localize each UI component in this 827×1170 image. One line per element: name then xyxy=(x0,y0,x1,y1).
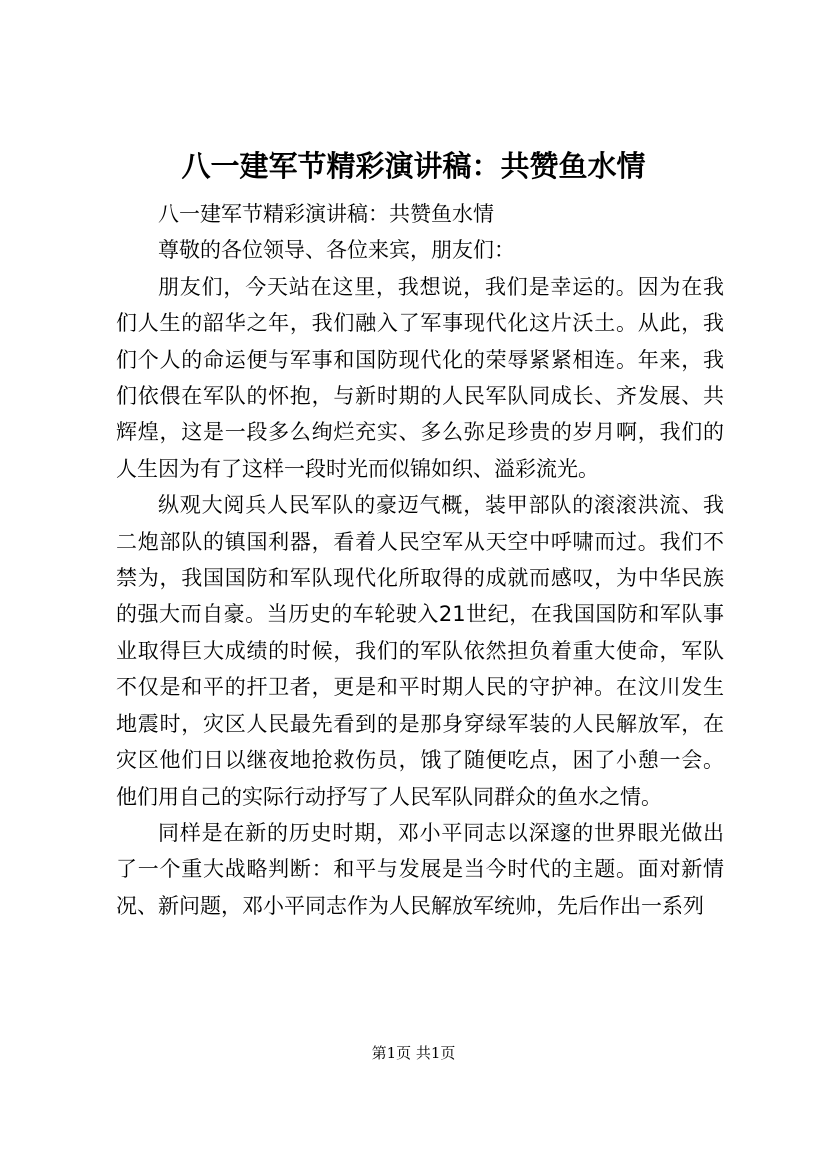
body-paragraph: 纵观大阅兵人民军队的豪迈气概，装甲部队的滚滚洪流、我二炮部队的镇国利器，看着人民空军从天空中呼啸而过。我们不禁为，我国国防和军队现代化所取得的成就而感叹，为中华民族的强大而自豪。当历史的车轮驶入21世纪，在我国国防和军队事业取得巨大成绩的时候，我们的军队依然担负着重大使命，军队不仅是和平的扞卫者，更是和平时期人民的守护神。在汶川发生地震时，灾区人民最先看到的是那身穿绿军装的人民解放军，在灾区他们日以继夜地抢救伤员，饿了随便吃点，困了小憩一会。他们用自己的实际行动抒写了人民军队同群众的鱼水之情。 xyxy=(116,493,724,809)
document-body xyxy=(116,196,724,924)
document-title: 八一建军节精彩演讲稿：共赞鱼水情 xyxy=(181,149,646,183)
body-paragraph: 八一建军节精彩演讲稿：共赞鱼水情 xyxy=(158,202,494,226)
body-paragraph: 朋友们，今天站在这里，我想说，我们是幸运的。因为在我们人生的韶华之年，我们融入了军事现代化这片沃土。从此，我们个人的命运便与军事和国防现代化的荣辱紧紧相连。年来，我们依偎在军队的怀抱，与新时期的人民军队同成长、齐发展、共辉煌，这是一段多么绚烂充实、多么弥足珍贵的岁月啊，我们的人生因为有了这样一段时光而似锦如织、溢彩流光。 xyxy=(116,274,724,481)
body-paragraph: 尊敬的各位领导、各位来宾，朋友们： xyxy=(158,238,515,263)
page-footer: 第1页 共1页 xyxy=(371,1044,456,1062)
body-paragraph: 同样是在新的历史时期，邓小平同志以深邃的世界眼光做出了一个重大战略判断：和平与发展是当今时代的主题。面对新情况、新问题，邓小平同志作为人民解放军统帅，先后作出一系列 xyxy=(116,820,724,918)
